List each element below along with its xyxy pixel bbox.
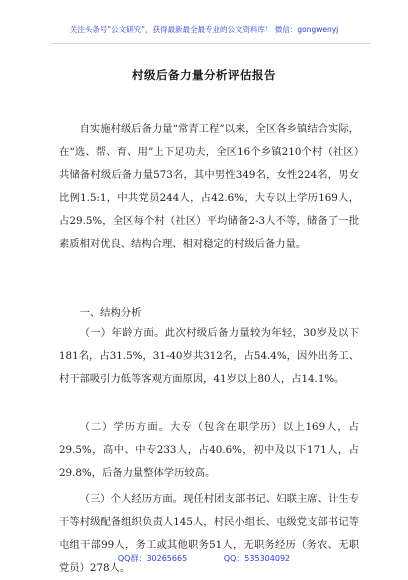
header-banner: 关注头条号“公文研究”，获得最新最全最专业的公文资料库！ 微信：gongwenyj <box>69 25 339 34</box>
document-title: 村级后备力量分析评估报告 <box>132 68 276 82</box>
footer-contacts <box>0 553 408 564</box>
section-heading: 一、结构分析 <box>79 307 142 319</box>
header-divider <box>50 43 370 44</box>
experience-paragraph: （三）个人经历方面。现任村团支部书记、妇联主席、计生专干等村级配备组织负责人145人，村民小组长、屯级党支部书记等屯组干部99人，务工或其他职务51人，无职务经历（务农、无职党员）278人。 <box>59 493 359 574</box>
footer-qq-group: QQ群：30265665 <box>117 554 188 563</box>
intro-paragraph: 自实施村级后备力量“常青工程”以来，全区各乡镇结合实际，在“选、帮、育、用”上下足功夫，全区16个乡镇210个村（社区）共储备村级后备力量573名，其中男性349名，女性224名，男女比例1.5:1，中共党员244人，占42.6%，大专以上学历169人，占29.5%，全区每个村（社区）平均储备2-3人不等，储备了一批素质相对优良、结构合理、相对稳定的村级后备力量。 <box>59 123 359 250</box>
education-paragraph: （二）学历方面。大专（包含在职学历）以上169人，占29.5%，高中、中专233人，占40.6%，初中及以下171人，占29.8%，后备力量整体学历较高。 <box>59 421 359 479</box>
footer-qq: QQ：535304092 <box>223 554 291 563</box>
age-paragraph: （一）年龄方面。此次村级后备力量较为年轻，30岁及以下181名，占31.5%，31-40岁共312名，占54.4%，因外出务工、村干部吸引力低等客观方面原因，41岁以上80人，占14.1%。 <box>59 327 359 385</box>
